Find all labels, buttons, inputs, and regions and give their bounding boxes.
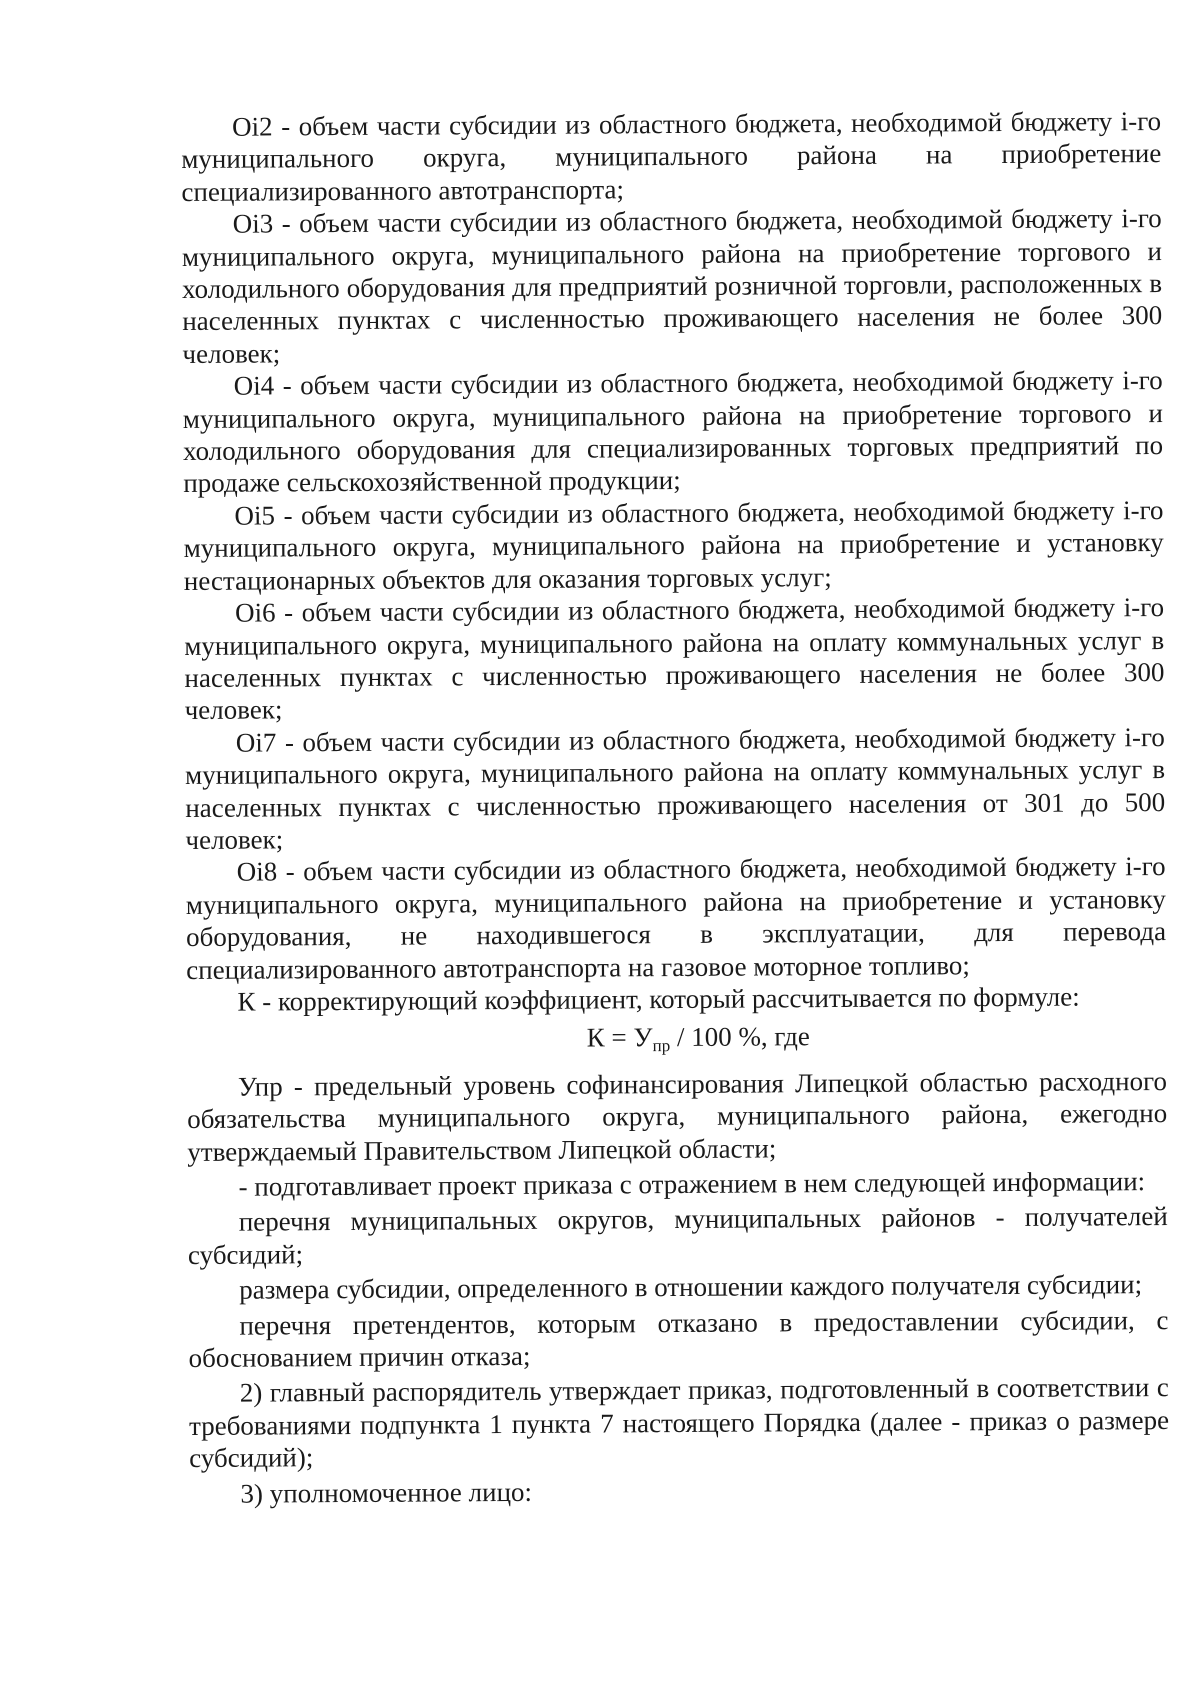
paragraph-oi4: Oi4 - объем части субсидии из областного бюджета, необходимой бюджету i-го муниципального округа, муниципального района на приобретение торгового и холодильного оборудования для специализированных торговых предприятий по продаже сельскохозяйственной продукции; [182, 365, 1164, 499]
paragraph-item-3: 3) уполномоченное лицо: [240, 1476, 533, 1509]
paragraph-oi3: Oi3 - объем части субсидии из областного бюджета, необходимой бюджету i-го муниципального округа, муниципального района на приобретение торгового и холодильного оборудования для предприятий розничной торговли, расположенных в населенных пунктах с численностью проживающего населения не более 300 человек; [181, 203, 1163, 369]
list-item-subsidy-size: размера субсидии, определенного в отношении каждого получателя субсидии; [239, 1269, 1143, 1305]
paragraph-oi6: Oi6 - объем части субсидии из областного бюджета, необходимой бюджету i-го муниципального округа, муниципального района на оплату коммунальных услуг в населенных пунктах с численностью проживающего населения не более 300 человек; [184, 592, 1165, 726]
paragraph-oi8: Oi8 - объем части субсидии из областного бюджета, необходимой бюджету i-го муниципального округа, муниципального района на приобретение и установку оборудования, не находившегося в эксплуатации, для перевода специализированного автотранспорта на газовое моторное топливо; [185, 851, 1167, 985]
paragraph-prepare: - подготавливает проект приказа с отражением в нем следующей информации: [238, 1166, 1146, 1202]
formula-line [187, 1018, 1167, 1056]
paragraph-item-2: 2) главный распорядитель утверждает приказ, подготовленный в соответствии с требованиями подпункта 1 пункта 7 настоящего Порядка (далее - приказ о размере субсидий); [188, 1372, 1170, 1474]
document-body [181, 105, 1170, 1510]
paragraph-k: К - корректирующий коэффициент, который рассчитывается по формуле: [237, 981, 1080, 1017]
paragraph-oi5: Oi5 - объем части субсидии из областного бюджета, необходимой бюджету i-го муниципального округа, муниципального района на приобретение и установку нестационарных объектов для оказания торговых услуг; [183, 494, 1164, 596]
list-item-refusals: перечня претендентов, которым отказано в предоставлении субсидии, с обоснованием причин отказа; [188, 1304, 1169, 1374]
formula-rhs: / 100 %, где [670, 1021, 810, 1053]
paragraph-upr: Упр - предельный уровень софинансирования Липецкой областью расходного обязательства муниципального округа, муниципального района, ежегодно утверждаемый Правительством Липецкой области; [187, 1065, 1168, 1167]
formula-subscript: пр [652, 1036, 671, 1056]
paragraph-oi2: Oi2 - объем части субсидии из областного бюджета, необходимой бюджету i-го муниципального округа, муниципального района на приобретение специализированного автотранспорта; [181, 106, 1162, 207]
paragraph-oi7: Oi7 - объем части субсидии из областного бюджета, необходимой бюджету i-го муниципального округа, муниципального района на оплату коммунальных услуг в населенных пунктах с численностью проживающего населения от 301 до 500 человек; [184, 721, 1166, 855]
list-item-recipients: перечня муниципальных округов, муниципальных районов - получателей субсидий; [187, 1201, 1168, 1270]
formula-lhs: К = У [586, 1022, 653, 1053]
